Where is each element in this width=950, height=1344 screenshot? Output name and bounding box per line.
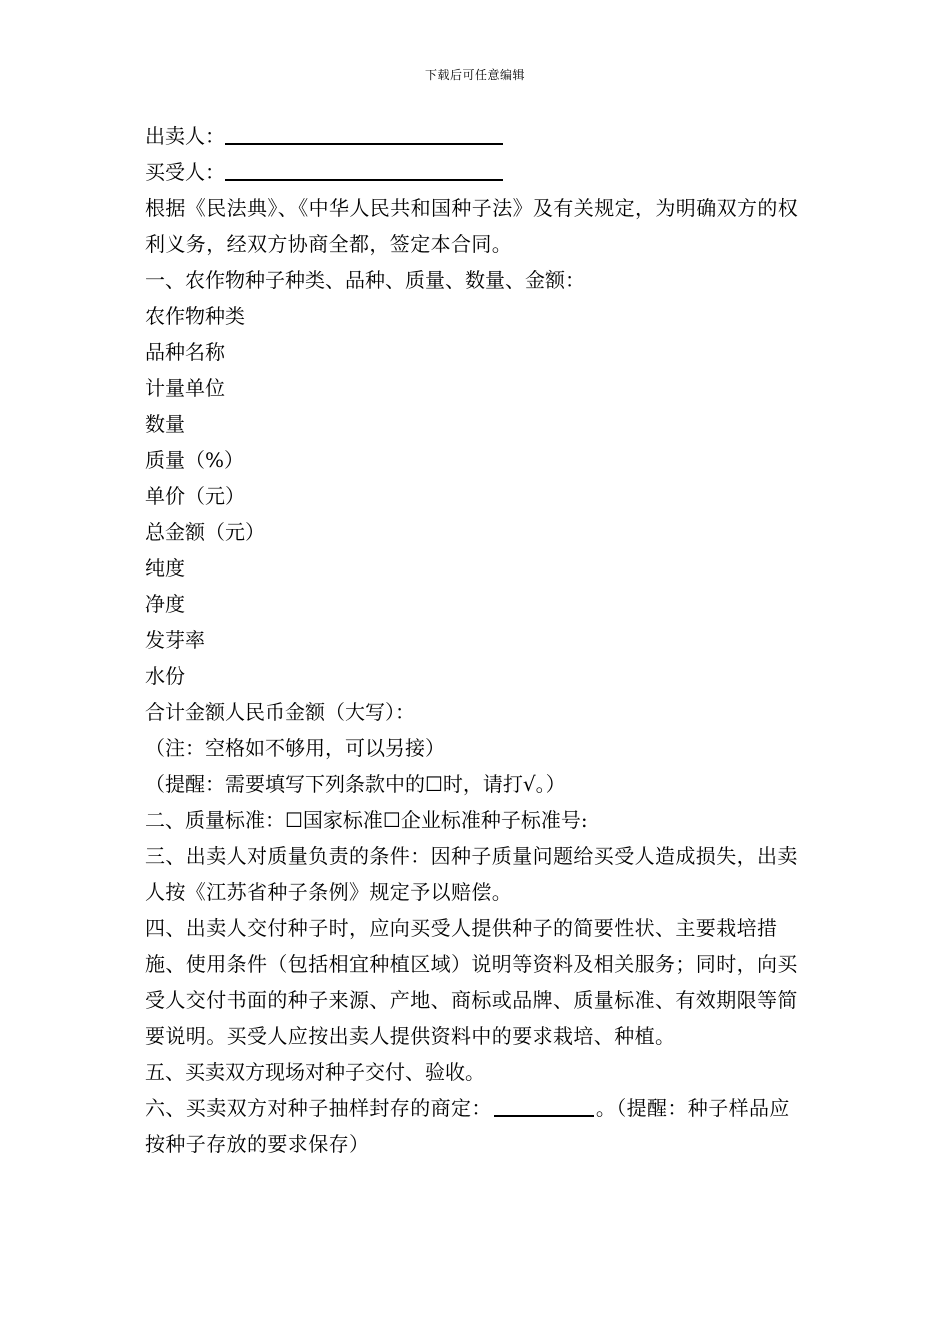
- field-unit-price: 单价（元）: [145, 484, 245, 508]
- section-1-title: 一、农作物种子种类、品种、质量、数量、金额：: [145, 268, 585, 292]
- field-unit: 计量单位: [145, 376, 225, 400]
- field-variety-name: 品种名称: [145, 340, 225, 364]
- seller-label: 出卖人：: [145, 124, 225, 148]
- buyer-blank: [225, 159, 503, 181]
- seller-blank: [225, 123, 503, 145]
- section-3-liability: 三、出卖人对质量负责的条件：因种子质量问题给买受人造成损失，出卖人按《江苏省种子条例》规定予以赔偿。: [145, 844, 798, 904]
- field-moisture: 水份: [145, 664, 185, 688]
- section-5-acceptance: 五、买卖双方现场对种子交付、验收。: [145, 1060, 485, 1084]
- field-crop-type: 农作物种类: [145, 304, 245, 328]
- intro-paragraph: 根据《民法典》、《中华人民共和国种子法》及有关规定，为明确双方的权利义务，经双方协商全都，签定本合同。: [145, 196, 799, 256]
- field-quality: 质量（%）: [145, 448, 245, 472]
- field-purity: 纯度: [145, 556, 185, 580]
- total-amount-label: 合计金额人民币金额（大写）：: [145, 700, 415, 724]
- buyer-line: [145, 154, 810, 190]
- section-4-delivery: 四、出卖人交付种子时，应向买受人提供种子的简要性状、主要栽培措施、使用条件（包括相宜种植区域）说明等资料及相关服务；同时，向买受人交付书面的种子来源、产地、商标或品牌、质量标准、有效期限等简要说明。买受人应按出卖人提供资料中的要求栽培、种植。: [145, 916, 798, 1048]
- field-germination-rate: 发芽率: [145, 628, 205, 652]
- section-6-suffix: 。（提醒：种子样品应按种子存放的要求保存）: [145, 1096, 790, 1156]
- field-quantity: 数量: [145, 412, 185, 436]
- contract-body: [145, 118, 810, 1162]
- seller-line: [145, 118, 810, 154]
- field-total-amount: 总金额（元）: [145, 520, 265, 544]
- section-6-sampling: [145, 1090, 810, 1162]
- sampling-blank: [494, 1095, 594, 1117]
- buyer-label: 买受人：: [145, 160, 225, 184]
- space-note: （注：空格如不够用，可以另接）: [145, 736, 445, 760]
- section-2-quality-standard: 二、质量标准：☐国家标准☐企业标准种子标准号:: [145, 808, 588, 832]
- section-6-prefix: 六、买卖双方对种子抽样封存的商定：: [145, 1096, 492, 1120]
- checkbox-reminder: （提醒：需要填写下列条款中的☐时，请打√。）: [145, 772, 566, 796]
- field-cleanliness: 净度: [145, 592, 185, 616]
- page-header: 下载后可任意编辑: [424, 68, 525, 82]
